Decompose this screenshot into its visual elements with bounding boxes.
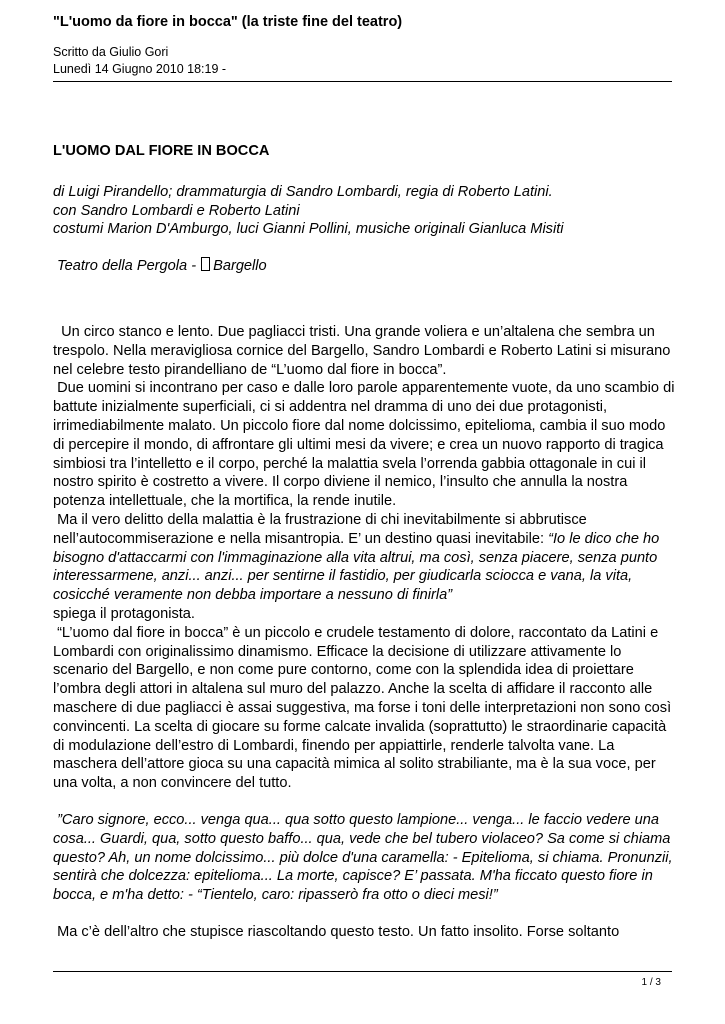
paragraph-3-quote: “Io le dico che ho bisogno d'attaccarmi con l'immaginazione alla vita altrui, ma così, senza piacere, senza punto interessarmene, anzi... anzi... per sentirne il fastidio, per giudicarla sciocca e vana, la vita, cosicché veramente non debba importare a nessuno di finirla” (53, 530, 664, 604)
credits-block (53, 183, 678, 239)
paragraph-2: Due uomini si incontrano per caso e dalle loro parole apparentemente vuote, da uno scambio di battute inizialmente superficiali, ci si addentra nel dramma di uno dei due protagonisti, irrimediabilmente malato. Un piccolo fiore dal nome dolcissimo, epitelioma, cambia il suo modo di percepire il mondo, di affrontare gli ultimi mesi da vivere; e crea un nuovo rapporto di tragica simbiosi tra l’intelletto e il corpo, perché la malattia svela l’orrenda gabbia ottagonale in cui il nostro spirito è costretto a vivere. Il corpo diviene il nemico, l’insulto che annulla la nostra potenza intellettuale, che la mortifica, la rende inutile. (53, 380, 679, 510)
credits-line-3: costumi Marion D'Amburgo, luci Gianni Pollini, musiche originali Gianluca Misiti (53, 221, 564, 238)
footer-divider (53, 971, 672, 972)
venue-place: Bargello (213, 258, 267, 275)
venue-text: Teatro della Pergola - (53, 258, 201, 275)
page-number: 1 / 3 (641, 977, 661, 988)
paragraph-3-text: Ma il vero delitto della malattia è la frustrazione di chi inevitabilmente si abbrutisce nell’autocommiserazione e nella misantropia. E’ un destino quasi inevitabile: (53, 511, 591, 547)
credits-line-1: di Luigi Pirandello; drammaturgia di Sandro Lombardi, regia di Roberto Latini. (53, 183, 553, 200)
paragraph-3-tail: spiega il protagonista. (53, 605, 195, 622)
article-heading: L'UOMO DAL FIORE IN BOCCA (53, 143, 270, 159)
paragraph-3 (53, 511, 678, 605)
header-divider (53, 81, 672, 82)
credits-line-2: con Sandro Lombardi e Roberto Latini (53, 202, 300, 219)
missing-glyph-icon (201, 257, 210, 271)
paragraph-1: Un circo stanco e lento. Due pagliacci tristi. Una grande voliera e un’altalena che sembra un trespolo. Nella meravigliosa cornice del Bargello, Sandro Lombardi e Roberto Latini si misurano nel celebre testo pirandelliano de “L’uomo dal fiore in bocca”. (53, 323, 675, 378)
play-quote: ”Caro signore, ecco... venga qua... qua sotto questo lampione... venga... le faccio vedere una cosa... Guardi, qua, sotto questo baffo... qua, vede che bel tubero violaceo? Sa come si chiama questo? Ah, un nome dolcissimo... più dolce d'una caramella: - Epitelioma, si chiama. Pronunzii, sentirà che dolcezza: epitelioma... La morte, capisce? E’ passata. M'ha ficcato questo fiore in bocca, e m'ha detto: - “Tientelo, caro: ripasserò fra otto o dieci mesi!” (53, 811, 677, 904)
article-body (53, 142, 678, 942)
date-line: Lunedì 14 Giugno 2010 18:19 - (53, 62, 227, 76)
venue-line (53, 257, 678, 276)
author-line: Scritto da Giulio Gori (53, 45, 169, 59)
document-meta (53, 44, 226, 78)
paragraph-5: Ma c’è dell’altro che stupisce riascoltando questo testo. Un fatto insolito. Forse soltanto (53, 923, 620, 940)
document-title: "L'uomo da fiore in bocca" (la triste fine del teatro) (53, 14, 403, 30)
paragraph-4: “L’uomo dal fiore in bocca” è un piccolo e crudele testamento di dolore, raccontato da Latini e Lombardi con originalissimo dinamismo. Efficace la decisione di utilizzare attivamente lo scenario del Bargello, e non come pure contorno, come con la splendida idea di proiettare l’ombra degli attori in altalena sul muro del palazzo. Anche la scelta di affidare il racconto alle maschere di due pagliacci è assai suggestiva, ma forse i toni delle interpretazioni non sono così convincenti. La scelta di giocare su forme calcate invalida (soprattutto) le straordinarie capacità di modulazione dell’estro di Lombardi, finendo per appiattirle, renderle talvolta vane. La maschera dell’attore gioca su una capacità mimica al solito strabiliante, ma è la sua voce, per una volta, a non convincere del tutto. (53, 624, 676, 792)
